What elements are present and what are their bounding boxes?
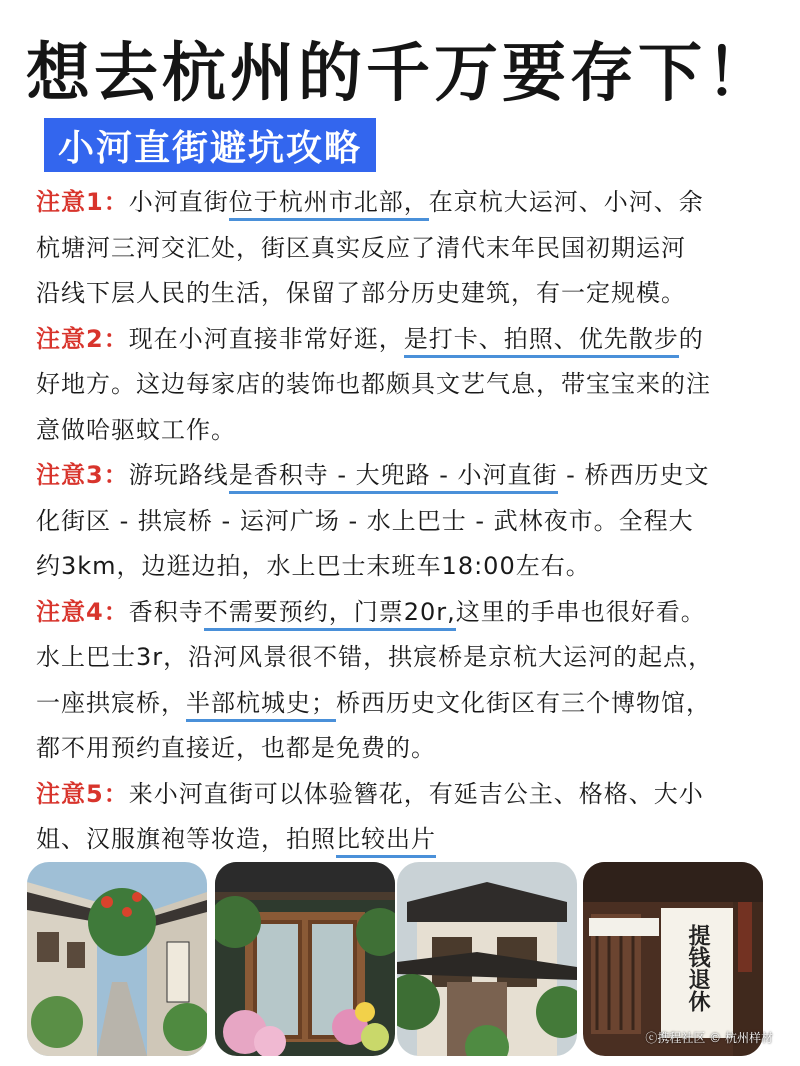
tip-block bbox=[36, 453, 786, 590]
tip-text: 化街区 - 拱宸桥 - 运河广场 - 水上巴士 - 武林夜市。全程大 bbox=[36, 506, 694, 535]
alley-street-photo[interactable] bbox=[27, 862, 207, 1056]
tip-text: 沿线下层人民的生活，保留了部分历史建筑，有一定规模。 bbox=[36, 279, 686, 307]
tip-block bbox=[36, 180, 786, 317]
tip-text: 小河直街 bbox=[128, 188, 229, 216]
calligraphy-shop-photo[interactable] bbox=[583, 862, 763, 1056]
tip-block bbox=[36, 590, 786, 772]
tip-text: 杭塘河三河交汇处，街区真实反应了清代末年民国初期运河 bbox=[36, 233, 686, 262]
tip-text: 都不用预约直接近，也都是免费的。 bbox=[36, 734, 436, 762]
tip-text: 好地方。这边每家店的装饰也都颇具文艺气息，带宝宝来的注 bbox=[36, 370, 711, 398]
tip-text: 意做哈驱蚊工作。 bbox=[36, 415, 236, 444]
tip-text: 水上巴士3r，沿河风景很不错，拱宸桥是京杭大运河的起点， bbox=[36, 643, 714, 671]
tip-label: 注意3： bbox=[36, 461, 129, 489]
tip-label: 注意1： bbox=[36, 188, 129, 216]
tip-line bbox=[36, 271, 786, 317]
tip-line bbox=[36, 772, 786, 818]
tip-line bbox=[36, 590, 786, 636]
tip-label: 注意2： bbox=[36, 324, 129, 353]
tip-line bbox=[36, 408, 786, 454]
tip-text: 在京杭大运河、小河、余 bbox=[428, 188, 704, 216]
tip-text: 约3km，边逛边拍，水上巴士末班车18:00左右。 bbox=[36, 552, 591, 580]
highlighted-text: 半部杭城史； bbox=[186, 689, 336, 722]
tip-text: 一座拱宸桥， bbox=[36, 688, 186, 717]
tip-line bbox=[36, 499, 786, 545]
highlighted-text: 比较出片 bbox=[336, 825, 436, 858]
highlighted-text: 不需要预约，门票20r, bbox=[204, 598, 456, 631]
tip-label: 注意5： bbox=[36, 779, 129, 808]
tip-line bbox=[36, 317, 786, 363]
tip-line bbox=[36, 226, 786, 272]
old-houses-photo[interactable] bbox=[397, 862, 577, 1056]
shop-sign-text: 提钱退休 bbox=[685, 924, 711, 1012]
tip-text: 的 bbox=[678, 324, 704, 353]
tip-text: 现在小河直接非常好逛， bbox=[128, 324, 404, 353]
tip-line bbox=[36, 544, 786, 590]
tips-list bbox=[36, 180, 786, 863]
highlighted-text: 是打卡、拍照、优先散步 bbox=[404, 325, 679, 358]
subtitle-banner bbox=[44, 118, 376, 172]
tip-line bbox=[36, 453, 786, 499]
tip-block bbox=[36, 772, 786, 863]
tip-text: 这里的手串也很好看。 bbox=[455, 597, 706, 626]
tip-text: - 桥西历史文 bbox=[557, 461, 710, 489]
highlighted-text: 位于杭州市北部， bbox=[229, 188, 429, 221]
tip-text: 游玩路线 bbox=[128, 461, 229, 489]
tip-text: 桥西历史文化街区有三个博物馆， bbox=[336, 688, 711, 717]
tip-line bbox=[36, 635, 786, 681]
tip-text: 香积寺 bbox=[128, 597, 204, 626]
tip-line bbox=[36, 362, 786, 408]
tip-label: 注意4： bbox=[36, 597, 129, 626]
shop-entrance-photo[interactable] bbox=[215, 862, 395, 1056]
highlighted-text: 是香积寺 - 大兜路 - 小河直街 bbox=[229, 461, 558, 494]
tip-text: 来小河直街可以体验簪花，有延吉公主、格格、大小 bbox=[128, 779, 704, 808]
tip-line bbox=[36, 681, 786, 727]
subtitle-text: 小河直街避坑攻略 bbox=[58, 127, 363, 169]
tip-text: 姐、汉服旗袍等妆造，拍照 bbox=[36, 825, 336, 853]
tip-line bbox=[36, 180, 786, 226]
photo-strip bbox=[27, 862, 787, 1056]
watermark-text: ⓒ携程社区 © 杭州样材 bbox=[645, 1031, 773, 1045]
tip-line bbox=[36, 726, 786, 772]
page-title: 想去杭州的千万要存下！ bbox=[26, 37, 774, 111]
tip-block bbox=[36, 317, 786, 454]
tip-line bbox=[36, 817, 786, 863]
